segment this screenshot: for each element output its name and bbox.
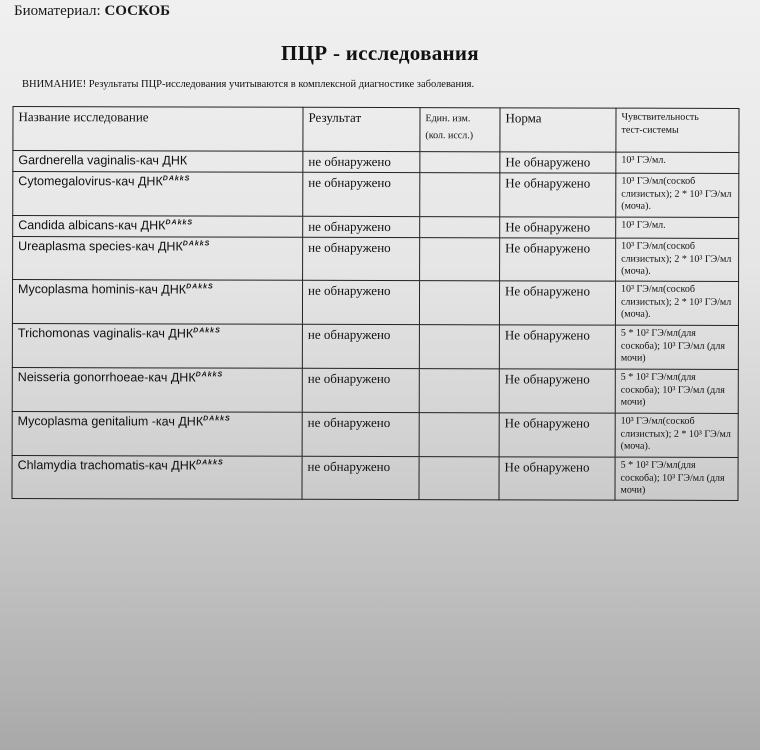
column-header-unit xyxy=(420,108,500,152)
sensitivity-cell: 10³ ГЭ/мл(соскоб слизистых); 2 * 10³ ГЭ/мл (моча). xyxy=(615,413,738,457)
sensitivity-cell: 5 * 10² ГЭ/мл(для соскоба); 10³ ГЭ/мл (для мочи) xyxy=(615,369,738,413)
accreditation-mark: DAkkS xyxy=(196,459,224,467)
unit-cell xyxy=(419,325,499,369)
test-name-cell xyxy=(13,172,303,217)
table-row xyxy=(12,412,738,458)
sensitivity-cell: 10³ ГЭ/мл(соскоб слизистых); 2 * 10³ ГЭ/мл (моча). xyxy=(615,281,738,325)
column-header-name: Название исследование xyxy=(13,107,303,152)
test-name-cell xyxy=(12,368,302,413)
norm-cell: Не обнаружено xyxy=(500,152,616,173)
test-name: Ureaplasma species-кач ДНК xyxy=(18,239,183,254)
accreditation-mark: DAkkS xyxy=(193,327,221,335)
result-cell: не обнаружено xyxy=(303,237,420,280)
table-row xyxy=(13,216,739,239)
table-row xyxy=(13,237,739,282)
norm-cell: Не обнаружено xyxy=(500,238,616,281)
sensitivity-cell: 10³ ГЭ/мл. xyxy=(616,152,739,173)
sensitivity-header-line2: тест-системы xyxy=(621,124,679,136)
unit-cell xyxy=(419,457,499,500)
accreditation-mark: DAkkS xyxy=(195,371,224,379)
sensitivity-cell: 5 * 10² ГЭ/мл(для соскоба); 10³ ГЭ/мл (для мочи) xyxy=(615,457,738,500)
unit-header-line2: (кол. иссл.) xyxy=(425,130,474,142)
test-name: Cytomegalovirus-кач ДНК xyxy=(18,174,163,189)
accreditation-mark: DAkkS xyxy=(182,240,211,248)
results-table xyxy=(11,106,739,501)
test-name: Chlamydia trachomatis-кач ДНК xyxy=(17,458,197,473)
accreditation-mark: DAkkS xyxy=(186,283,214,291)
page-title: ПЦР - исследования xyxy=(281,41,479,65)
biomaterial-value: СОСКОБ xyxy=(104,3,171,19)
result-cell: не обнаружено xyxy=(302,412,419,456)
sensitivity-cell: 10³ ГЭ/мл(соскоб слизистых); 2 * 10³ ГЭ/мл (моча). xyxy=(616,238,739,281)
result-cell: не обнаружено xyxy=(303,172,420,216)
test-name: Mycoplasma genitalium -кач ДНК xyxy=(17,414,204,429)
column-header-sensitivity xyxy=(616,108,739,152)
result-cell: не обнаружено xyxy=(302,280,419,324)
table-row xyxy=(12,456,738,501)
result-cell: не обнаружено xyxy=(302,368,419,412)
norm-cell: Не обнаружено xyxy=(499,325,615,369)
table-body xyxy=(12,151,739,501)
test-name-cell xyxy=(13,237,303,281)
norm-cell: Не обнаружено xyxy=(499,457,615,500)
column-header-result: Результат xyxy=(303,107,420,151)
accreditation-mark: DAkkS xyxy=(203,415,231,423)
norm-cell: Не обнаружено xyxy=(500,217,616,238)
test-name-cell xyxy=(12,280,302,325)
result-cell: не обнаружено xyxy=(303,151,420,172)
unit-cell xyxy=(419,413,499,457)
result-cell: не обнаружено xyxy=(302,324,419,368)
test-name-cell xyxy=(13,151,303,173)
notice-text: ВНИМАНИЕ! Результаты ПЦР-исследования учитываются в комплексной диагностике заболевания. xyxy=(22,79,475,90)
unit-header-line1: Един. изм. xyxy=(425,113,471,125)
test-name: Candida albicans-кач ДНК xyxy=(18,218,166,233)
table-header-row xyxy=(13,107,739,153)
table-row xyxy=(13,172,739,218)
unit-cell xyxy=(420,152,500,173)
test-name-cell xyxy=(12,412,302,457)
test-name-cell xyxy=(12,324,302,369)
norm-cell: Не обнаружено xyxy=(500,173,616,217)
result-cell: не обнаружено xyxy=(303,216,420,237)
table-row xyxy=(12,280,738,326)
unit-cell xyxy=(420,217,500,238)
test-name: Trichomonas vaginalis-кач ДНК xyxy=(17,326,194,341)
unit-cell xyxy=(420,238,500,281)
result-cell: не обнаружено xyxy=(302,456,419,499)
biomaterial-label: Биоматериал: xyxy=(14,3,101,19)
table-row xyxy=(13,151,739,174)
unit-cell xyxy=(420,173,500,217)
test-name: Neisseria gonorrhoeae-кач ДНК xyxy=(17,370,196,385)
sensitivity-cell: 10³ ГЭ/мл. xyxy=(616,217,739,238)
norm-cell: Не обнаружено xyxy=(499,369,615,413)
column-header-norm: Норма xyxy=(500,108,616,152)
test-name-cell xyxy=(13,216,303,238)
biomaterial-line xyxy=(14,3,170,20)
test-name: Mycoplasma hominis-кач ДНК xyxy=(18,282,187,297)
unit-cell xyxy=(419,281,499,325)
sensitivity-header-line1: Чувствительность xyxy=(621,111,699,123)
table-row xyxy=(12,368,738,414)
accreditation-mark: DAkkS xyxy=(162,175,191,183)
norm-cell: Не обнаружено xyxy=(499,413,615,457)
accreditation-mark: DAkkS xyxy=(165,219,194,227)
table-row xyxy=(12,324,738,370)
sensitivity-cell: 10³ ГЭ/мл(соскоб слизистых); 2 * 10³ ГЭ/мл (моча). xyxy=(616,173,739,217)
sensitivity-cell: 5 * 10² ГЭ/мл(для соскоба); 10³ ГЭ/мл (для мочи) xyxy=(615,325,738,369)
test-name: Gardnerella vaginalis-кач ДНК xyxy=(18,153,188,168)
unit-cell xyxy=(419,369,499,413)
norm-cell: Не обнаружено xyxy=(499,281,615,325)
test-name-cell xyxy=(12,456,302,500)
